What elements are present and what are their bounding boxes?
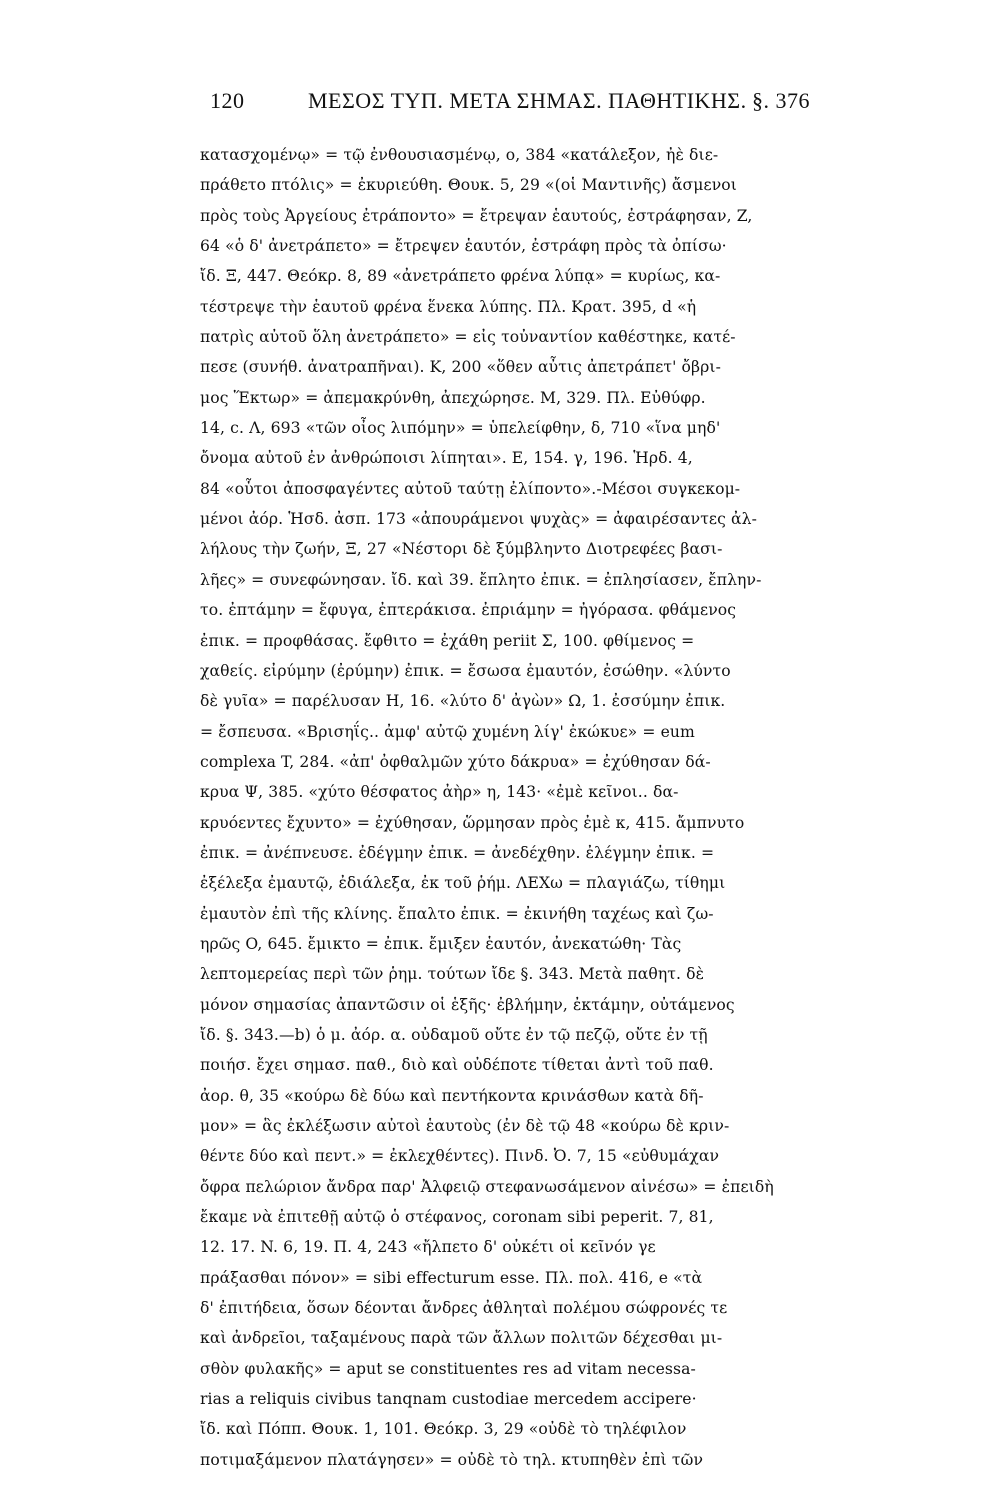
- text-line: λεπτομερείας περὶ τῶν ῥημ. τούτων ἴδε §. 343. Μετὰ παθητ. δὲ: [200, 965, 705, 984]
- running-title: ΜΕΣΟΣ ΤΥΠ. ΜΕΤΑ ΣΗΜΑΣ. ΠΑΘΗΤΙΚΗΣ.: [308, 88, 747, 113]
- running-header: [210, 88, 810, 124]
- section-number: §. 376: [752, 88, 810, 113]
- text-line: complexa T, 284. «ἀπ' ὀφθαλμῶν χύτο δάκρυα» = ἐχύθησαν δά-: [200, 752, 711, 771]
- text-line: κρυα Ψ, 385. «χύτο θέσφατος ἀὴρ» η, 143· «ἐμὲ κεῖνοι.. δα-: [200, 783, 679, 802]
- text-line: πατρὶς αὐτοῦ ὅλη ἀνετράπετο» = εἰς τοὐναντίον καθέστηκε, κατέ-: [200, 328, 736, 347]
- text-line: ἐπικ. = ἀνέπνευσε. ἐδέγμην ἐπικ. = ἀνεδέχθην. ἐλέγμην ἐπικ. =: [200, 843, 715, 862]
- text-line: ὄφρα πελώριον ἄνδρα παρ' Ἀλφειῷ στεφανωσάμενον αἰνέσω» = ἐπειδὴ: [200, 1177, 774, 1196]
- text-line: rias a reliquis civibus tanqnam custodiae mercedem accipere·: [200, 1390, 697, 1409]
- text-line: λήλους τὴν ζωήν, Ξ, 27 «Νέστορι δὲ ξύμβληντο Διοτρεφέες βασι-: [200, 540, 723, 559]
- text-line: ἴδ. καὶ Πόππ. Θουκ. 1, 101. Θεόκρ. 3, 29 «οὐδὲ τὸ τηλέφιλον: [200, 1420, 687, 1439]
- text-line: μένοι ἀόρ. Ἡσδ. ἀσπ. 173 «ἀπουράμενοι ψυχὰς» = ἀφαιρέσαντες ἀλ-: [200, 510, 757, 529]
- text-line: μος Ἕκτωρ» = ἀπεμακρύνθη, ἀπεχώρησε. M, 329. Πλ. Εὐθύφρ.: [200, 388, 706, 407]
- text-line: το. ἐπτάμην = ἔφυγα, ἐπτεράκισα. ἐπριάμην = ἠγόρασα. φθάμενος: [200, 601, 737, 620]
- page-number: 120: [210, 88, 245, 113]
- text-line: ἀορ. θ, 35 «κούρω δὲ δύω καὶ πεντήκοντα κρινάσθων κατὰ δῆ-: [200, 1086, 704, 1105]
- text-line: καὶ ἀνδρεῖοι, ταξαμένους παρὰ τῶν ἄλλων πολιτῶν δέχεσθαι μι-: [200, 1329, 723, 1348]
- text-line: ἔκαμε νὰ ἐπιτεθῇ αὐτῷ ὁ στέφανος, coronam sibi peperit. 7, 81,: [200, 1208, 714, 1227]
- text-line: 84 «οὗτοι ἀποσφαγέντες αὐτοῦ ταύτῃ ἐλίποντο».-Μέσοι συγκεκομ-: [200, 479, 741, 498]
- text-line: πρὸς τοὺς Ἀργείους ἐτράποντο» = ἔτρεψαν ἑαυτούς, ἐστράφησαν, Z,: [200, 206, 753, 225]
- text-line: μον» = ἃς ἐκλέξωσιν αὐτοὶ ἑαυτοὺς (ἐν δὲ τῷ 48 «κούρω δὲ κριν-: [200, 1117, 730, 1135]
- text-line: τέστρεψε τὴν ἑαυτοῦ φρένα ἕνεκα λύπης. Πλ. Κρατ. 395, d «ἡ: [200, 297, 697, 316]
- text-line: ἐμαυτὸν ἐπὶ τῆς κλίνης. ἔπαλτο ἐπικ. = ἐκινήθη ταχέως καὶ ζω-: [200, 904, 714, 923]
- body-text: [200, 140, 812, 1475]
- text-line: 64 «ὁ δ' ἀνετράπετο» = ἔτρεψεν ἑαυτόν, ἐστράφη πρὸς τὰ ὀπίσω·: [200, 237, 727, 256]
- text-line: πεσε (συνήθ. ἀνατραπῆναι). K, 200 «ὅθεν αὖτις ἀπετράπετ' ὄβρι-: [200, 358, 722, 377]
- text-line: μόνον σημασίας ἀπαντῶσιν οἱ ἑξῆς· ἐβλήμην, ἐκτάμην, οὐτάμενος: [200, 995, 735, 1014]
- text-line: 12. 17. N. 6, 19. Π. 4, 243 «ἤλπετο δ' οὐκέτι οἱ κεῖνόν γε: [200, 1238, 656, 1257]
- text-line: ἐπικ. = προφθάσας. ἔφθιτο = ἐχάθη periit Σ, 100. φθίμενος =: [200, 631, 695, 650]
- text-line: ὄνομα αὐτοῦ ἐν ἀνθρώποισι λίπηται». E, 154. γ, 196. Ἡρδ. 4,: [200, 449, 693, 468]
- text-line: χαθείς. εἰρύμην (ἐρύμην) ἐπικ. = ἔσωσα ἐμαυτόν, ἐσώθην. «λύντο: [200, 661, 731, 680]
- text-line: 14, c. Λ, 693 «τῶν οἶος λιπόμην» = ὑπελείφθην, δ, 710 «ἵνα μηδ': [200, 419, 721, 438]
- text-line: = ἔσπευσα. «Βρισηΐς.. ἀμφ' αὐτῷ χυμένη λίγ' ἐκώκυε» = eum: [200, 722, 695, 741]
- text-line: δ' ἐπιτήδεια, ὅσων δέονται ἄνδρες ἀθληταὶ πολέμου σώφρονές τε: [200, 1299, 728, 1318]
- text-line: ἴδ. Ξ, 447. Θεόκρ. 8, 89 «ἀνετράπετο φρένα λύπᾳ» = κυρίως, κα-: [200, 267, 721, 286]
- text-line: πράξασθαι πόνον» = sibi effecturum esse. Πλ. πολ. 416, e «τὰ: [200, 1268, 703, 1287]
- text-line: θέντε δύο καὶ πεντ.» = ἐκλεχθέντες). Πινδ. Ὀ. 7, 15 «εὐθυμάχαν: [200, 1147, 720, 1166]
- text-line: ποτιμαξάμενον πλατάγησεν» = οὐδὲ τὸ τηλ. κτυπηθὲν ἐπὶ τῶν: [200, 1450, 704, 1469]
- text-line: κρυόεντες ἔχυντο» = ἐχύθησαν, ὥρμησαν πρὸς ἐμὲ κ, 415. ἄμπνυτο: [200, 813, 745, 832]
- text-line: κατασχομένῳ» = τῷ ἐνθουσιασμένῳ, ο, 384 «κατάλεξον, ἠὲ διε-: [200, 146, 719, 164]
- text-line: ποιήσ. ἔχει σημασ. παθ., διὸ καὶ οὐδέποτε τίθεται ἀντὶ τοῦ παθ.: [200, 1056, 714, 1075]
- text-line: ἴδ. §. 343.—b) ὁ μ. ἀόρ. α. οὐδαμοῦ οὔτε ἐν τῷ πεζῷ, οὔτε ἐν τῇ: [200, 1025, 708, 1044]
- text-line: δὲ γυῖα» = παρέλυσαν H, 16. «λύτο δ' ἀγὼν» Ω, 1. ἐσσύμην ἐπικ.: [200, 692, 726, 711]
- text-line: λῆες» = συνεφώνησαν. ἴδ. καὶ 39. ἔπλητο ἐπικ. = ἐπλησίασεν, ἔπλην-: [200, 570, 762, 589]
- text-line: πράθετο πτόλις» = ἐκυριεύθη. Θουκ. 5, 29 «(οἱ Μαντινῆς) ἄσμενοι: [200, 176, 737, 195]
- text-line: ἐξέλεξα ἐμαυτῷ, ἐδιάλεξα, ἐκ τοῦ ῥήμ. ΛΕΧω = πλαγιάζω, τίθημι: [200, 874, 726, 893]
- text-line: ηρῶς O, 645. ἔμικτο = ἐπικ. ἔμιξεν ἑαυτόν, ἀνεκατώθη· Τὰς: [200, 934, 682, 953]
- text-line: σθὸν φυλακῆς» = aput se constituentes res ad vitam necessa-: [200, 1359, 696, 1378]
